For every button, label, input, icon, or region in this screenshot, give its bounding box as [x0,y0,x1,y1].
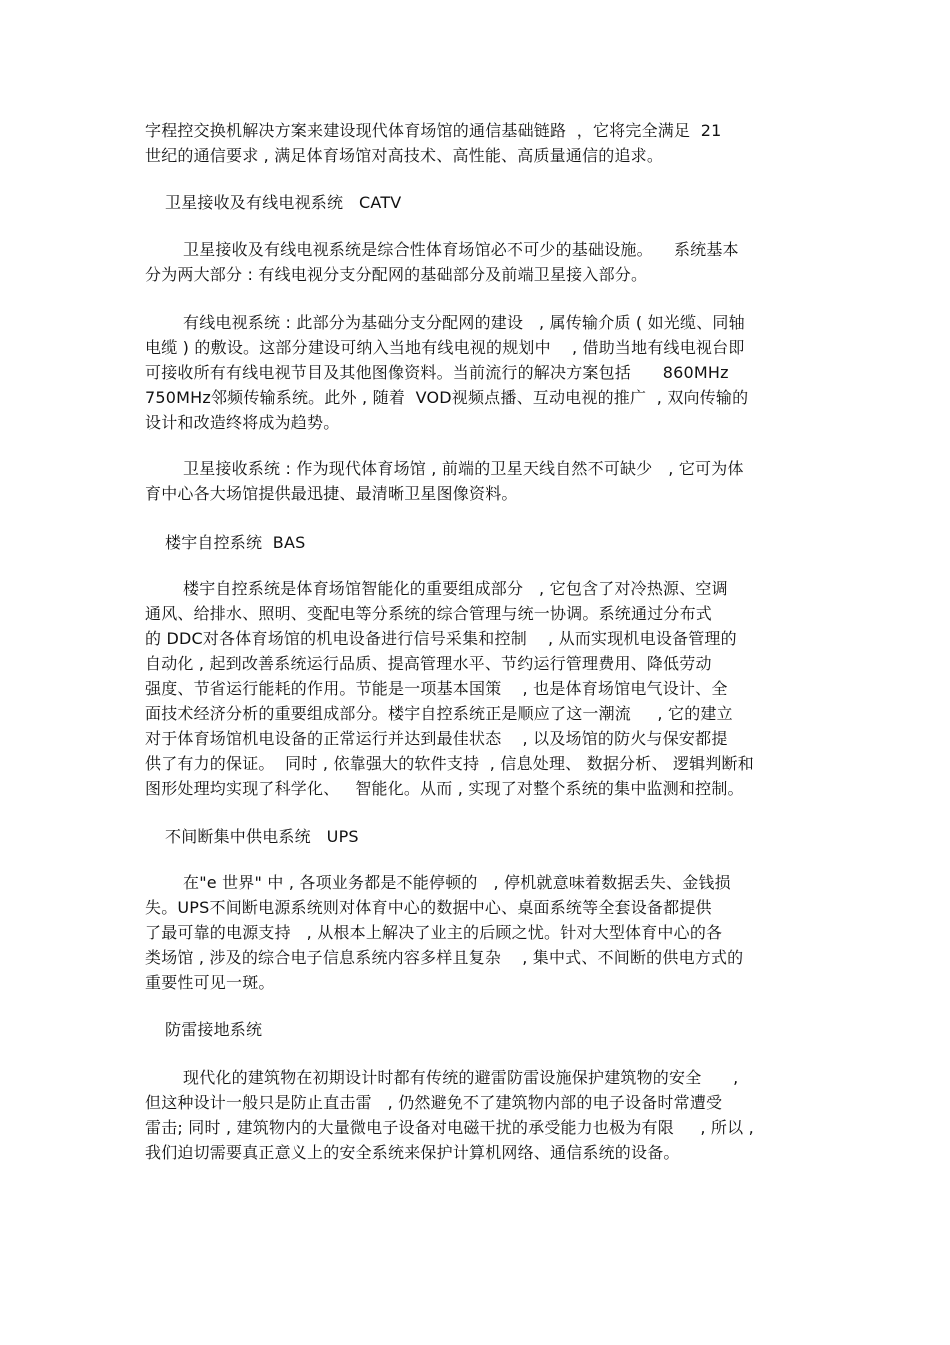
paragraph-bas-body [145,576,810,801]
text-line: 分为两大部分 : 有线电视分支分配网的基础部分及前端卫星接入部分。 [145,265,648,284]
heading-text: 卫星接收及有线电视系统 CATV [165,193,402,212]
heading-text: 楼宇自控系统 BAS [165,533,306,552]
text-line: 可接收所有有线电视节目及其他图像资料。当前流行的解决方案包括 860MHz [145,363,729,382]
section-heading-bas [165,530,830,555]
text-line: 类场馆 , 涉及的综合电子信息系统内容多样且复杂 , 集中式、不间断的供电方式的 [145,948,744,967]
text-line: 自动化 , 起到改善系统运行品质、提高管理水平、节约运行管理费用、降低劳动 [145,654,712,673]
text-line: 世纪的通信要求 , 满足体育场馆对高技术、高性能、高质量通信的追求。 [145,146,664,165]
text-line: 面技术经济分析的重要组成部分。楼宇自控系统正是顺应了这一潮流 , 它的建立 [145,704,733,723]
text-line: 卫星接收及有线电视系统是综合性体育场馆必不可少的基础设施。 系统基本 [183,240,739,259]
section-heading-lightning [165,1017,830,1042]
heading-text: 不间断集中供电系统 UPS [165,827,359,846]
text-line: 楼宇自控系统是体育场馆智能化的重要组成部分 , 它包含了对冷热源、空调 [183,579,728,598]
text-line: 我们迫切需要真正意义上的安全系统来保护计算机网络、通信系统的设备。 [145,1143,680,1162]
text-line: 现代化的建筑物在初期设计时都有传统的避雷防雷设施保护建筑物的安全 , [183,1068,739,1087]
text-line: 设计和改造终将成为趋势。 [145,413,340,432]
text-line: 失。UPS不间断电源系统则对体育中心的数据中心、桌面系统等全套设备都提供 [145,898,712,917]
paragraph-catv-overview [145,237,810,287]
section-heading-catv [165,190,830,215]
paragraph-ups-body [145,870,810,995]
paragraph-lightning-body [145,1065,810,1165]
section-heading-ups [165,824,830,849]
text-line: 强度、节省运行能耗的作用。节能是一项基本国策 , 也是体育场馆电气设计、全 [145,679,728,698]
text-line: 育中心各大场馆提供最迅捷、最清晰卫星图像资料。 [145,484,518,503]
text-line: 750MHz邻频传输系统。此外 , 随着 VOD视频点播、互动电视的推广 , 双向传输的 [145,388,749,407]
text-line: 电缆 ) 的敷设。这部分建设可纳入当地有线电视的规划中 , 借助当地有线电视台即 [145,338,745,357]
text-line: 的 DDC对各体育场馆的机电设备进行信号采集和控制 , 从而实现机电设备管理的 [145,629,737,648]
paragraph-catv-satellite [145,456,810,506]
text-line: 但这种设计一般只是防止直击雷 , 仍然避免不了建筑物内部的电子设备时常遭受 [145,1093,723,1112]
text-line: 雷击; 同时 , 建筑物内的大量微电子设备对电磁干扰的承受能力也极为有限 , 所以 , [145,1118,754,1137]
text-line: 卫星接收系统 : 作为现代体育场馆 , 前端的卫星天线自然不可缺少 , 它可为体 [183,459,744,478]
paragraph-catv-cable [145,310,810,435]
text-line: 在"e 世界" 中 , 各项业务都是不能停顿的 , 停机就意味着数据丢失、金钱损 [183,873,731,892]
text-line: 重要性可见一斑。 [145,973,275,992]
text-line: 有线电视系统 : 此部分为基础分支分配网的建设 , 属传输介质 ( 如光缆、同轴 [183,313,745,332]
paragraph-intro-continuation [145,118,810,168]
text-line: 通风、给排水、照明、变配电等分系统的综合管理与统一协调。系统通过分布式 [145,604,713,623]
text-line: 字程控交换机解决方案来建设现代体育场馆的通信基础链路 ，它将完全满足 21 [145,121,722,140]
text-line: 图形处理均实现了科学化、 智能化。从而 , 实现了对整个系统的集中监测和控制。 [145,779,744,798]
text-line: 供了有力的保证。 同时 , 依靠强大的软件支持 , 信息处理、 数据分析、 逻辑判断和 [145,754,754,773]
text-line: 了最可靠的电源支持 , 从根本上解决了业主的后顾之忧。针对大型体育中心的各 [145,923,723,942]
text-line: 对于体育场馆机电设备的正常运行并达到最佳状态 , 以及场馆的防火与保安都提 [145,729,728,748]
heading-text: 防雷接地系统 [165,1020,263,1039]
